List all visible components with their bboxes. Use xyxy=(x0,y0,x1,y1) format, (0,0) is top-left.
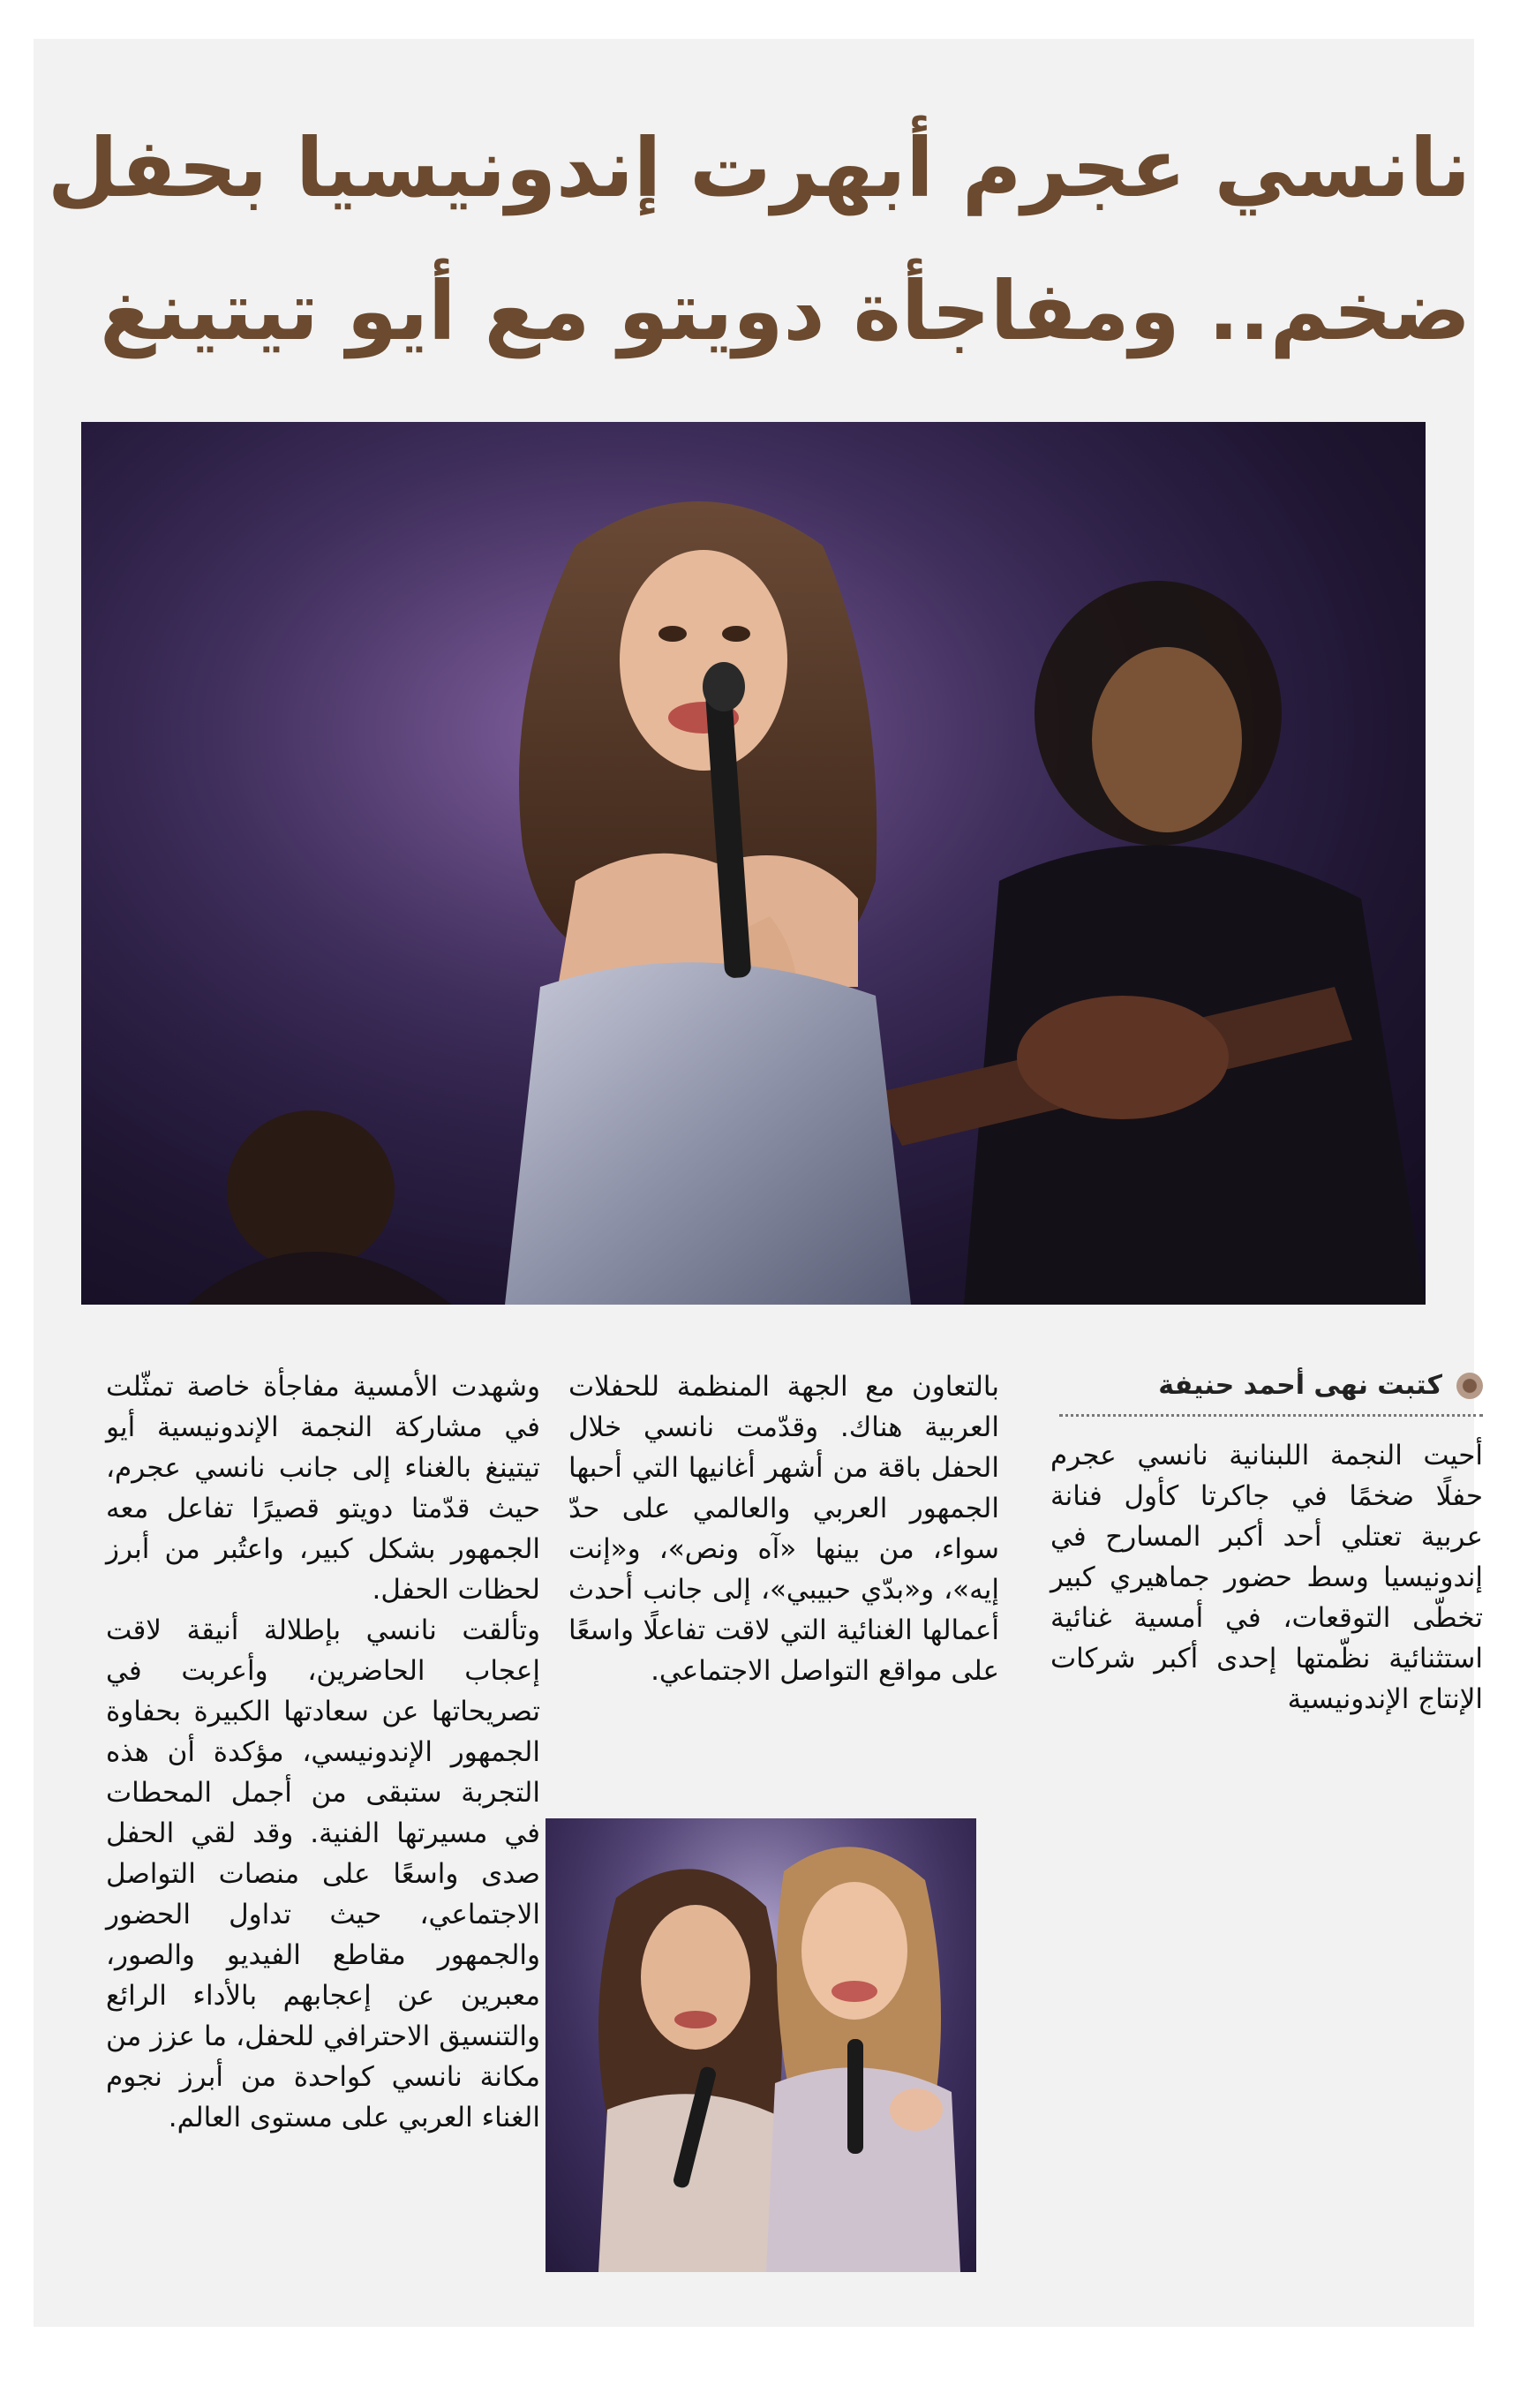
paragraph: أحيت النجمة اللبنانية نانسي عجرم حفلًا ضخمًا في جاكرتا كأول فنانة عربية تعتلي أحد أكبر المسارح في إندونيسيا وسط حضور جماهيري كبير تخطّى التوقعات، في أمسية غنائية استثنائية نظّمتها إحدى أكبر شركات الإنتاج الإندونيسية xyxy=(1050,1440,1483,1715)
headline xyxy=(47,97,1471,383)
duet-photo-art xyxy=(546,1818,976,2272)
headline-line-1: نانسي عجرم أبهرت إندونيسيا بحفل xyxy=(47,121,1471,215)
paragraph: بالتعاون مع الجهة المنظمة للحفلات العربية هناك. وقدّمت نانسي خلال الحفل باقة من أشهر أغانيها التي أحبها الجمهور العربي والعالمي على حدّ سواء، من بينها «آه ونص»، و«إنت إيه»، و«بدّي حبيبي»، إلى جانب أحدث أعمالها الغنائية التي لاقت تفاعلًا واسعًا على مواقع التواصل الاجتماعي. xyxy=(568,1371,999,1687)
byline xyxy=(1059,1370,1483,1401)
article-column-right xyxy=(1050,1435,1483,1719)
headline-line-2: ضخم.. ومفاجأة دويتو مع أيو تيتينغ xyxy=(100,264,1471,358)
bullet-icon xyxy=(1456,1373,1483,1399)
paragraph: وتألقت نانسي بإطلالة أنيقة لاقت إعجاب الحاضرين، وأعربت في تصريحاتها عن سعادتها الكبيرة بحفاوة الجمهور الإندونيسي، مؤكدة أن هذه التجربة ستبقى من أجمل المحطات في مسيرتها الفنية. وقد لقي الحفل صدى واسعًا على منصات التواصل الاجتماعي، حيث تداول الحضور والجمهور مقاطع الفيديو والصور، معبرين عن إعجابهم بالأداء الرائع والتنسيق الاحترافي للحفل، ما عزز من مكانة نانسي كواحدة من أبرز نجوم الغناء العربي على مستوى العالم. xyxy=(106,1614,540,2133)
article-column-middle xyxy=(568,1366,999,1691)
concert-main-photo-art xyxy=(81,422,1426,1305)
byline-divider xyxy=(1059,1414,1483,1417)
byline-text: كتبت نهى أحمد حنيفة xyxy=(1158,1370,1442,1401)
duet-photo xyxy=(546,1818,976,2272)
concert-main-photo xyxy=(81,422,1426,1305)
paragraph: وشهدت الأمسية مفاجأة خاصة تمثّلت في مشاركة النجمة الإندونيسية أيو تيتينغ بالغناء إلى جانب نانسي عجرم، حيث قدّمتا دويتو قصيرًا تفاعل معه الجمهور بشكل كبير، واعتُبر من أبرز لحظات الحفل. xyxy=(106,1371,540,1606)
article-column-left xyxy=(106,1366,540,2138)
